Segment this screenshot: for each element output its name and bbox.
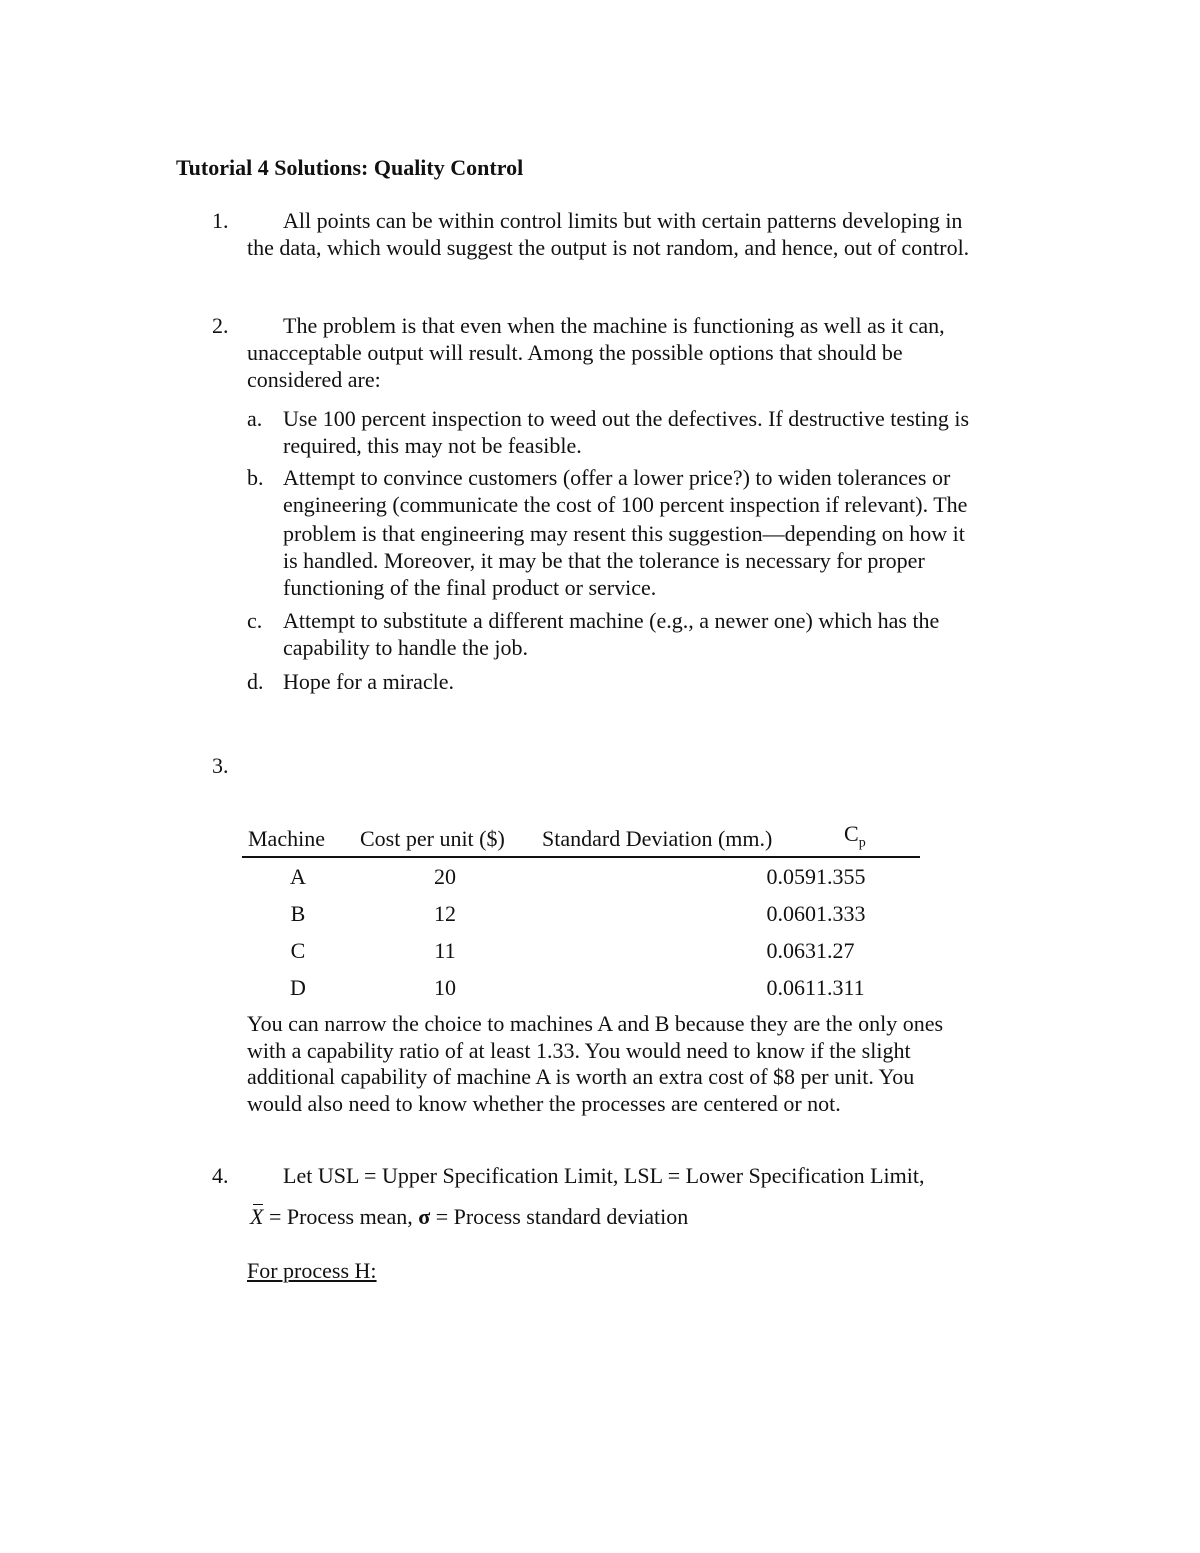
q2-line-1: The problem is that even when the machine is functioning as well as it can, [283, 313, 945, 338]
cell-std-dev: 0.063 [766, 938, 816, 964]
q4-line-2-mean: = Process mean, [263, 1204, 419, 1229]
q4-number: 4. [212, 1163, 229, 1188]
cell-std-dev: 0.059 [766, 864, 816, 890]
cell-cp: 1.355 [816, 864, 866, 890]
cell-machine: B [290, 901, 306, 927]
header-cp-main: C [844, 821, 859, 846]
q1-number: 1. [212, 208, 229, 233]
process-h-heading: For process H: [247, 1258, 377, 1283]
q2-item-c-line-2: capability to handle the job. [283, 635, 528, 660]
page-title: Tutorial 4 Solutions: Quality Control [176, 155, 524, 180]
q3-line-2: with a capability ratio of at least 1.33. You would need to know if the slight [247, 1038, 911, 1063]
cell-std-dev: 0.060 [766, 901, 816, 927]
table-row [242, 857, 920, 895]
q3-number: 3. [212, 753, 229, 778]
cell-cp: 1.333 [816, 901, 866, 927]
q2-number: 2. [212, 313, 229, 338]
cell-cost: 12 [434, 901, 456, 927]
q2-item-a-line-2: required, this may not be feasible. [283, 433, 582, 458]
q2-item-b-letter: b. [247, 465, 264, 490]
table-row [242, 969, 920, 1006]
q2-item-c-letter: c. [247, 608, 263, 633]
cell-cost: 20 [434, 864, 456, 890]
cell-cost: 10 [434, 975, 456, 1001]
machine-table [242, 820, 920, 1006]
table-row [242, 895, 920, 932]
sigma-symbol: σ [418, 1204, 431, 1229]
q2-item-a-line-1: Use 100 percent inspection to weed out the defectives. If destructive testing is [283, 406, 970, 431]
cell-cp: 1.311 [816, 975, 865, 1001]
cell-machine: D [290, 975, 306, 1001]
q1-line-1: All points can be within control limits but with certain patterns developing in [283, 208, 963, 233]
q2-item-d-line-1: Hope for a miracle. [283, 669, 455, 694]
q3-line-1: You can narrow the choice to machines A and B because they are the only ones [247, 1011, 944, 1036]
q2-item-a-letter: a. [247, 406, 263, 431]
q2-item-c-line-1: Attempt to substitute a different machine (e.g., a newer one) which has the [283, 608, 940, 633]
header-cp-subscript: p [858, 835, 866, 851]
q1-line-2: the data, which would suggest the output is not random, and hence, out of control. [247, 235, 970, 260]
q4-line-2-end: = Process standard deviation [430, 1204, 689, 1229]
cell-machine: A [290, 864, 306, 890]
q2-item-b-line-5: functioning of the final product or service. [283, 575, 657, 600]
q2-item-b-line-4: is handled. Moreover, it may be that the tolerance is necessary for proper [283, 548, 925, 573]
header-cp [816, 820, 920, 857]
cell-cp: 1.27 [816, 938, 855, 964]
q2-line-2: unacceptable output will result. Among the possible options that should be [247, 340, 903, 365]
header-cost: Cost per unit ($) [354, 820, 536, 857]
xbar-symbol: X [250, 1204, 264, 1229]
table-row [242, 932, 920, 969]
q2-item-b-line-2: engineering (communicate the cost of 100 percent inspection if relevant). The [283, 492, 968, 517]
header-std-dev: Standard Deviation (mm.) [536, 820, 816, 857]
q4-line-2 [250, 1203, 688, 1230]
q3-line-3: additional capability of machine A is worth an extra cost of $8 per unit. You [247, 1064, 915, 1089]
q2-item-b-line-3: problem is that engineering may resent this suggestion—depending on how it [283, 521, 965, 546]
cell-std-dev: 0.061 [766, 975, 816, 1001]
q3-line-4: would also need to know whether the processes are centered or not. [247, 1091, 841, 1116]
q4-line-1: Let USL = Upper Specification Limit, LSL = Lower Specification Limit, [283, 1163, 925, 1188]
table-header-row [242, 820, 920, 857]
cell-machine: C [290, 938, 306, 964]
q2-line-3: considered are: [247, 367, 381, 392]
cell-cost: 11 [434, 938, 456, 964]
header-machine: Machine [242, 820, 354, 857]
q2-item-d-letter: d. [247, 669, 264, 694]
q2-item-b-line-1: Attempt to convince customers (offer a lower price?) to widen tolerances or [283, 465, 951, 490]
